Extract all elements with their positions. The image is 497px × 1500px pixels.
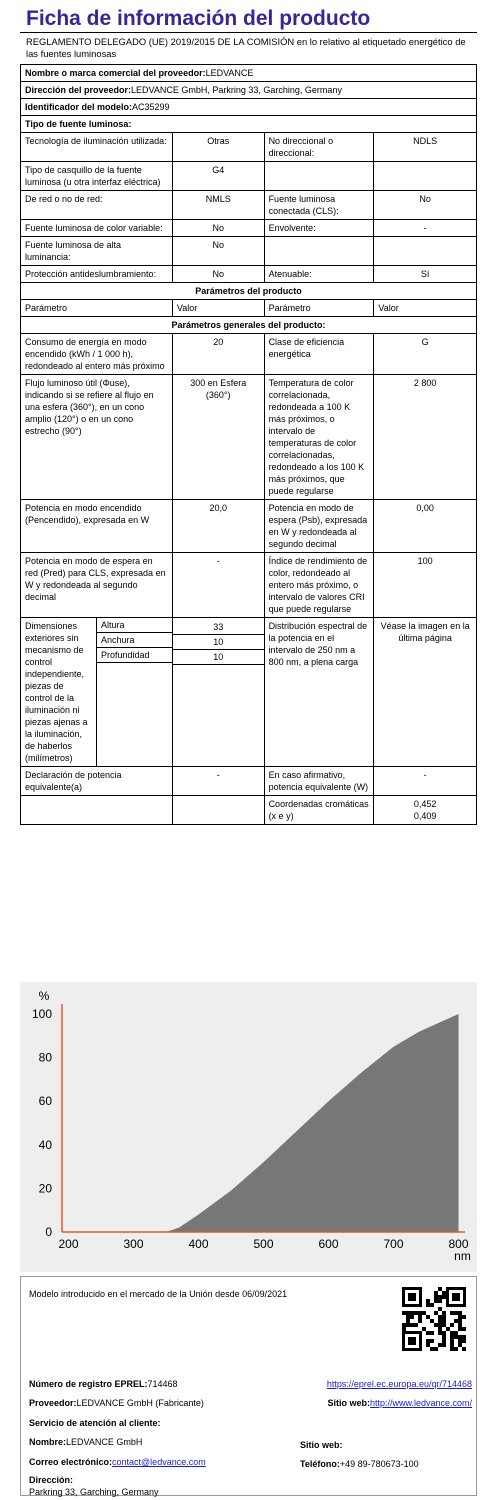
chroma-x: 0,452 [413,799,437,809]
param-value: 20,0 [172,500,264,553]
x-tick-label: 300 [123,1237,144,1251]
parameters-section: Parámetros del producto [21,283,477,300]
email-label: Correo electrónico: [29,1457,113,1467]
equiv-param: Declaración de potencia equivalente(a) [21,767,173,796]
param-label-2: No direccional o direccional: [264,133,374,162]
spectral-chart [20,982,477,1272]
address-value: Parkring 33, Garching, Germany [29,1487,159,1497]
param-value: - [172,553,264,618]
x-tick-label: 500 [253,1237,274,1251]
page-title: Ficha de información del producto [26,7,371,30]
col-value: Valor [172,300,264,317]
table-row [21,191,477,220]
x-tick-label: 800 [448,1237,469,1251]
website-row [327,1398,472,1408]
x-tick-label: 700 [383,1237,404,1251]
param-label-2 [264,162,374,191]
x-tick-label: 600 [318,1237,339,1251]
phone-value: +49 89-780673-100 [339,1459,419,1469]
website-label-2: Sitio web: [300,1440,343,1450]
supplier-row [29,1398,204,1408]
supplier-address-label: Dirección del proveedor: [25,85,132,95]
service-name-value: LEDVANCE GmbH [66,1437,143,1447]
email-row [29,1457,206,1467]
col-param: Parámetro [21,300,173,317]
footer [20,1276,477,1496]
param-label: Consumo de energía en modo encendido (kWh / 1 000 h), redondeado al entero más próximo [21,334,173,375]
table-row [21,220,477,237]
chroma-param: Coordenadas cromáticas (x e y) [264,796,374,825]
param-value-2 [374,237,477,266]
param-value-2: NDLS [374,133,477,162]
product-sheet [20,6,477,825]
param-value-2: 0,00 [374,500,477,553]
param-value-2: No [374,191,477,220]
y-tick-label: 100 [31,1007,52,1021]
y-tick-label: 40 [38,1137,52,1152]
param-label-2: Índice de rendimiento de color, redondeado al entero más próximo, o intervalo de valores CRI que puede regularse [264,553,374,618]
spd-value: Véase la imagen en la última página [374,618,477,767]
param-label: Potencia en modo encendido (Pencendido), expresada en W [21,500,173,553]
empty-cell [21,796,173,825]
param-value-2 [374,162,477,191]
param-value: No [172,220,264,237]
service-name-row [29,1437,142,1447]
eprel-row [29,1379,178,1389]
param-value-2: - [374,220,477,237]
y-tick-label: 20 [38,1181,52,1196]
address-label: Dirección: [29,1475,74,1485]
service-label: Servicio de atención al cliente: [29,1418,161,1428]
x-axis-label: nm [454,1249,471,1263]
qr-code-icon[interactable] [402,1287,466,1351]
y-tick-label: 80 [38,1050,52,1065]
param-value: 300 en Esfera (360°) [172,375,264,500]
table-row [21,500,477,553]
dimension-value: 33 [173,620,264,635]
table-row [21,266,477,283]
email-link[interactable]: contact@ledvance.com [112,1457,206,1467]
param-value-2: 2 800 [374,375,477,500]
website-label: Sitio web: [327,1398,370,1408]
x-tick-label: 400 [188,1237,209,1251]
eprel-link[interactable]: https://eprel.ec.europa.eu/qr/714468 [326,1379,472,1389]
supplier-value: LEDVANCE GmbH (Fabricante) [76,1398,204,1408]
x-tick-label: 200 [58,1237,79,1251]
param-value-2: G [374,334,477,375]
param-label: De red o no de red: [21,191,173,220]
param-value: No [172,237,264,266]
dimensions-values [172,618,264,767]
param-value: Otras [172,133,264,162]
param-label-2: Temperatura de color correlacionada, redondeada a 100 K más próximos, o intervalo de temperaturas de color correlacionadas, redondeado a los 100 K más próximos, que puede regularse [264,375,374,500]
param-label-2: Potencia en modo de espera (Psb), expresada en W y redondeada al segundo decimal [264,500,374,553]
table-row [21,133,477,162]
dimension-value: 10 [173,650,264,665]
dimension-name: Profundidad [97,648,172,663]
param-label: Tipo de casquillo de la fuente luminosa (u otra interfaz eléctrica) [21,162,173,191]
param-value-2: Sí [374,266,477,283]
param-label-2: Clase de eficiencia energética [264,334,374,375]
general-params-section: Parámetros generales del producto: [21,317,477,334]
supplier-address-row [21,82,477,99]
dimensions-label: Dimensiones exteriores sin mecanismo de control independiente, piezas de control de la iluminación ni piezas ajenas a la iluminación, de haberlos (milímetros) [21,618,97,766]
spectral-chart-svg [20,982,477,1272]
param-value: NMLS [172,191,264,220]
equiv-power-param: En caso afirmativo, potencia equivalente (W) [264,767,374,796]
spd-param: Distribución espectral de la potencia en el intervalo de 250 nm a 800 nm, a plena carga [264,618,374,767]
y-tick-label: 0 [45,1225,52,1239]
col-value-2: Valor [374,300,477,317]
y-tick-label: 60 [38,1094,52,1109]
equiv-power-value: - [374,767,477,796]
model-value: AC35299 [132,102,170,112]
model-label: Identificador del modelo: [25,102,133,112]
chroma-values [374,796,477,825]
supplier-name-label: Nombre o marca comercial del proveedor: [25,68,206,78]
param-label: Fuente luminosa de color variable: [21,220,173,237]
param-value-2: 100 [374,553,477,618]
param-value: 20 [172,334,264,375]
param-label: Tecnología de iluminación utilizada: [21,133,173,162]
param-label: Potencia en modo de espera en red (Pred) para CLS, expresada en W y redondeada al segundo decimal [21,553,173,618]
table-row [21,553,477,618]
phone-label: Teléfono: [300,1459,340,1469]
chroma-y: 0,409 [413,811,437,821]
param-label: Flujo luminoso útil (Φuse), indicando si se refiere al flujo en una esfera (360°), en un cono amplio (120°) o en un cono estrecho (90°) [21,375,173,500]
param-label-2 [264,237,374,266]
y-axis-label: % [38,989,50,1003]
dimension-value: 10 [173,635,264,650]
market-text: Modelo introducido en el mercado de la Unión desde 06/09/2021 [29,1289,288,1299]
col-param-2: Parámetro [264,300,374,317]
supplier-name-row [21,65,477,82]
empty-cell [172,796,264,825]
regulation-text: REGLAMENTO DELEGADO (UE) 2019/2015 DE LA COMISIÓN en lo relativo al etiquetado energético de las fuentes luminosas [20,32,477,64]
dimension-name: Altura [97,618,172,633]
table-row [21,334,477,375]
supplier-table [20,64,477,825]
table-row [21,162,477,191]
supplier-name-value: LEDVANCE [205,68,254,78]
table-row [21,237,477,266]
eprel-value: 714468 [147,1379,178,1389]
param-value: No [172,266,264,283]
service-name-label: Nombre: [29,1437,67,1447]
website-link[interactable]: http://www.ledvance.com/ [369,1398,472,1408]
param-label-2: Fuente luminosa conectada (CLS): [264,191,374,220]
supplier-label: Proveedor: [29,1398,77,1408]
equiv-value: - [172,767,264,796]
table-row [21,375,477,500]
spectrum-area [62,1014,459,1232]
model-row [21,99,477,116]
dimension-name: Anchura [97,633,172,648]
dimensions-cell [21,618,173,767]
param-label-2: Envolvente: [264,220,374,237]
param-label-2: Atenuable: [264,266,374,283]
param-value: G4 [172,162,264,191]
phone-row [300,1459,419,1469]
param-label: Fuente luminosa de alta luminancia: [21,237,173,266]
param-label: Protección antideslumbramiento: [21,266,173,283]
light-source-section: Tipo de fuente luminosa: [21,116,477,133]
supplier-address-value: LEDVANCE GmbH, Parkring 33, Garching, Germany [131,85,342,95]
eprel-label: Número de registro EPREL: [29,1379,148,1389]
